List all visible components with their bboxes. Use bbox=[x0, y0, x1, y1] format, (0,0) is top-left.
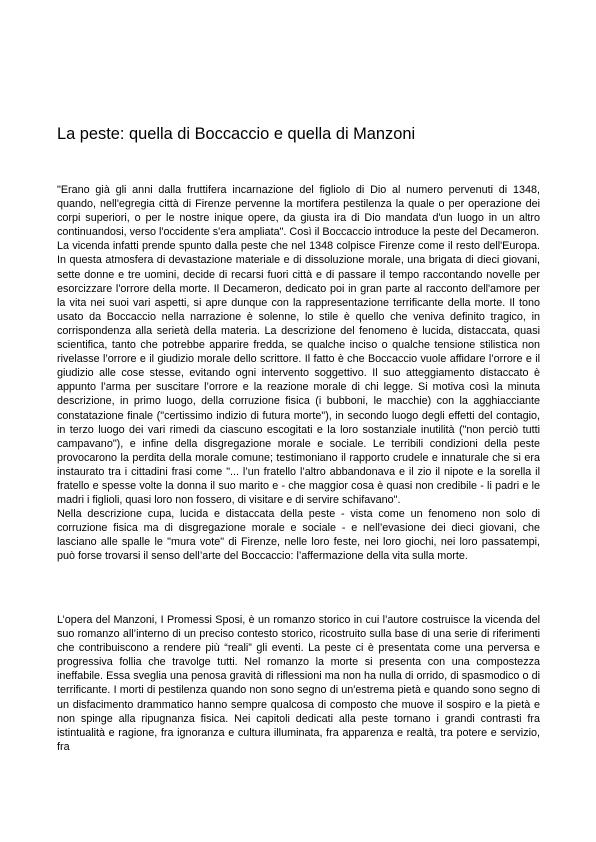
paragraph-boccaccio-conclusion: Nella descrizione cupa, lucida e distaccata della peste - vista come un fenomeno non solo di corruzione fisica ma di disgregazione morale e sociale - e nell’evasione dei dieci giovani, che lasciano alle spalle le "mura vote" di Firenze, nelle loro feste, nei loro giochi, nei loro passatempi, può forse trovarsi il senso dell’arte del Boccaccio: l’affermazione della vita sulla morte. bbox=[57, 508, 540, 563]
paragraph-decameron-quote: "Erano già gli anni dalla fruttifera incarnazione del figliolo di Dio al numero pervenuti di 1348, quando, nell'egregia città di Firenze pervenne la mortifera pestilenza la quale o per operazione dei corpi superiori, o per le nostre inique opere, da giusta ira di Dio mandata d'un luogo in un altro continuandosi, verso l'occidente s'era ampliata". Così il Boccaccio introduce la peste del Decameron. bbox=[57, 184, 540, 239]
manzoni-section bbox=[57, 613, 540, 754]
document-title: La peste: quella di Boccaccio e quella di Manzoni bbox=[57, 125, 416, 143]
paragraph-manzoni: L’opera del Manzoni, I Promessi Sposi, è un romanzo storico in cui l’autore costruisce la vicenda del suo romanzo all’interno di un preciso contesto storico, ricostruito sulla base di una serie di riferimenti che contribuiscono a rendere più “reali” gli eventi. La peste ci è presentata come una perversa e progressiva follia che travolge tutti. Nel romanzo la morte si presenta con una compostezza ineffabile. Essa sveglia una penosa gravità di riflessioni ma non ha nulla di orrido, di spasmodico o di terrificante. I morti di pestilenza quando non sono segno di un'estrema pietà e quando sono segno di un disfacimento drammatico hanno sempre qualcosa di composto che muove il sospiro e la pietà e non spinge alla ripugnanza fisica. Nei capitoli dedicati alla peste tornano i grandi contrasti fra istintualità e ragione, fra ignoranza e cultura illuminata, fra apparenza e realtà, tra potere e servizio, fra bbox=[57, 614, 540, 753]
boccaccio-section bbox=[57, 183, 540, 564]
paragraph-boccaccio-analysis: La vicenda infatti prende spunto dalla peste che nel 1348 colpisce Firenze come il resto dell'Europa. In questa atmosfera di devastazione materiale e di dissoluzione morale, una brigata di dieci giovani, sette donne e tre uomini, decide di recarsi fuori città e di passare il tempo raccontando novelle per esorcizzare l'orrore della morte. Il Decameron, dedicato poi in gran parte al racconto dell'amore per la vita nei suoi vari aspetti, si apre dunque con la rappresentazione terrificante della morte. Il tono usato da Boccaccio nella narrazione è solenne, lo stile è quello che veniva definito tragico, in corrispondenza alla serietà della materia. La descrizione del fenomeno è lucida, distaccata, quasi scientifica, tanto che potrebbe apparire fredda, se qualche inciso o qualche tensione stilistica non rivelasse l’orrore e il giudizio morale dello scrittore. Il fatto è che Boccaccio vuole affidare l’orrore e il giudizio alle cose stesse, evitando ogni intervento soggettivo. Il suo atteggiamento distaccato è appunto l’arma per suscitare l’orrore e la reazione morale di chi legge. Si motiva così la minuta descrizione, in primo luogo, della corruzione fisica (i bubboni, le macchie) con la agghiacciante constatazione finale ("certissimo indizio di futura morte"), in secondo luogo degli effetti del contagio, in terzo luogo dei vari rimedi da ciascuno escogitati e la loro sostanziale inutilità ("non perciò tutti campavano"), e infine della disgregazione morale e sociale. Le terribili condizioni della peste provocarono la perdita della morale comune; testimoniano il rapporto crudele e innaturale che si era instaurato tra i cittadini frasi come "... l’un fratello l’altro abbandonava e il zio il nipote e la sorella il fratello e spesse volte la donna il suo marito e - che maggior cosa è quasi non credibile - li padri e le madri i figlioli, quasi loro non fossero, di visitare e di servire schifavano". bbox=[57, 240, 540, 507]
